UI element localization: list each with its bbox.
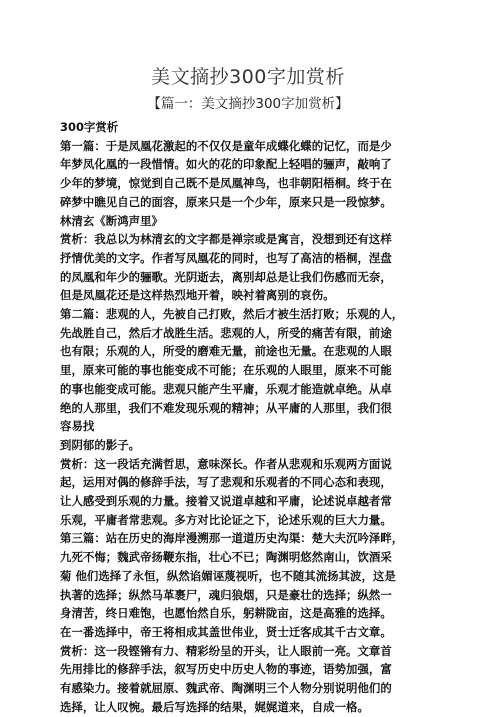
text-line: 在一番选择中，帝王将相成其盖世伟业，贤士迁客成其千古文章。: [60, 624, 392, 639]
text-line: 林清玄《断鸿声里》: [60, 213, 163, 228]
text-line: 绝的人那里，我们不难发现乐观的精神；从平庸的人那里，我们很: [60, 400, 392, 415]
text-line: 但是凤凰花还是这样热烈地开着，映衬着离别的哀伤。: [60, 288, 335, 303]
text-line: 第三篇：站在历史的海岸漫溯那一道道历史沟渠：楚大夫沉吟泽畔，: [60, 531, 404, 546]
text-line: 九死不悔；魏武帝扬鞭东指，壮心不已；陶渊明悠然南山，饮酒采: [60, 550, 392, 565]
text-line: 容易找: [60, 419, 95, 434]
text-line: 的事也能变成可能。悲观只能产生平庸，乐观才能造就卓绝。从卓: [60, 381, 392, 396]
text-line: 身清苦，终日难饱，也愿怡然自乐，躬耕陇亩，这是高雅的选择。: [60, 606, 392, 621]
text-line: 赏析：这一段话充满哲思，意味深长。作者从悲观和乐观两方面说: [60, 456, 392, 471]
text-line: 赏析：这一段铿锵有力、精彩纷呈的开头，让人眼前一亮。文章首: [60, 643, 392, 658]
text-line: 的凤凰和年少的骊歌。光阴逝去，离别却总是让我们伤感而无奈，: [60, 269, 392, 284]
text-line: 抒情优美的文字。作者写凤凰花的同时，也写了高洁的梧桐，涅盘: [60, 250, 392, 265]
text-line: 里，原来可能的事也能变成不可能；在乐观的人眼里，原来不可能: [60, 363, 392, 378]
text-line: 300字赏析: [60, 120, 119, 134]
document-title: 美文摘抄300字加赏析: [151, 66, 345, 88]
document-body: [60, 118, 440, 717]
text-line: 有感染力。接着就屈原、魏武帝、陶渊明三个人物分别说明他们的: [60, 681, 392, 696]
text-line: 第二篇：悲观的人，先被自己打败，然后才被生活打败；乐观的人，: [60, 307, 404, 322]
text-line: 第一篇：于是凤凰花激起的不仅仅是童年成蝶化蝶的记忆，而是少: [60, 138, 392, 153]
text-line: 也有限；乐观的人，所受的磨难无量，前途也无量。在悲观的人眼: [60, 344, 392, 359]
text-line: 到阴郁的影子。: [60, 437, 141, 452]
text-line: 先用排比的修辞手法，叙写历史中历史人物的事迹，语势加强，富: [60, 662, 392, 677]
text-line: 起，运用对偶的修辞手法，写了悲观和乐观者的不同心态和表现，: [60, 475, 392, 490]
text-line: 让人感受到乐观的力量。接着又说道卓越和平庸，论述说卓越者常: [60, 494, 392, 509]
text-line: 选择，让人叹惋。最后写选择的结果，娓娓道来，自成一格。: [60, 699, 369, 714]
text-line: 乐观，平庸者常悲观。多方对比论证之下，论述乐观的巨大力量。: [60, 512, 392, 527]
document-subtitle: 【篇一：美文摘抄300字加赏析】: [147, 96, 349, 112]
text-line: 少年的梦境，惊觉到自己既不是凤凰神鸟，也非朝阳梧桐。终于在: [60, 176, 392, 191]
text-line: 先战胜自己，然后才战胜生活。悲观的人，所受的痛苦有限，前途: [60, 325, 392, 340]
text-line: 菊 他们选择了永恒，纵然谄媚诬蔑视听，也不随其流扬其波，这是: [60, 568, 396, 583]
text-line: 执著的选择；纵然马革裹尸，魂归狼烟，只是豪壮的选择；纵然一: [60, 587, 392, 602]
text-line: 年梦凤化凰的一段惜情。如火的花的印象配上轻唱的骊声，敲响了: [60, 157, 392, 172]
text-line: 赏析：我总以为林清玄的文字都是禅宗或是寓言，没想到还有这样: [60, 232, 392, 247]
text-line: 碎梦中瞧见自己的面容，原来只是一个少年，原来只是一段惊梦。: [60, 194, 392, 209]
